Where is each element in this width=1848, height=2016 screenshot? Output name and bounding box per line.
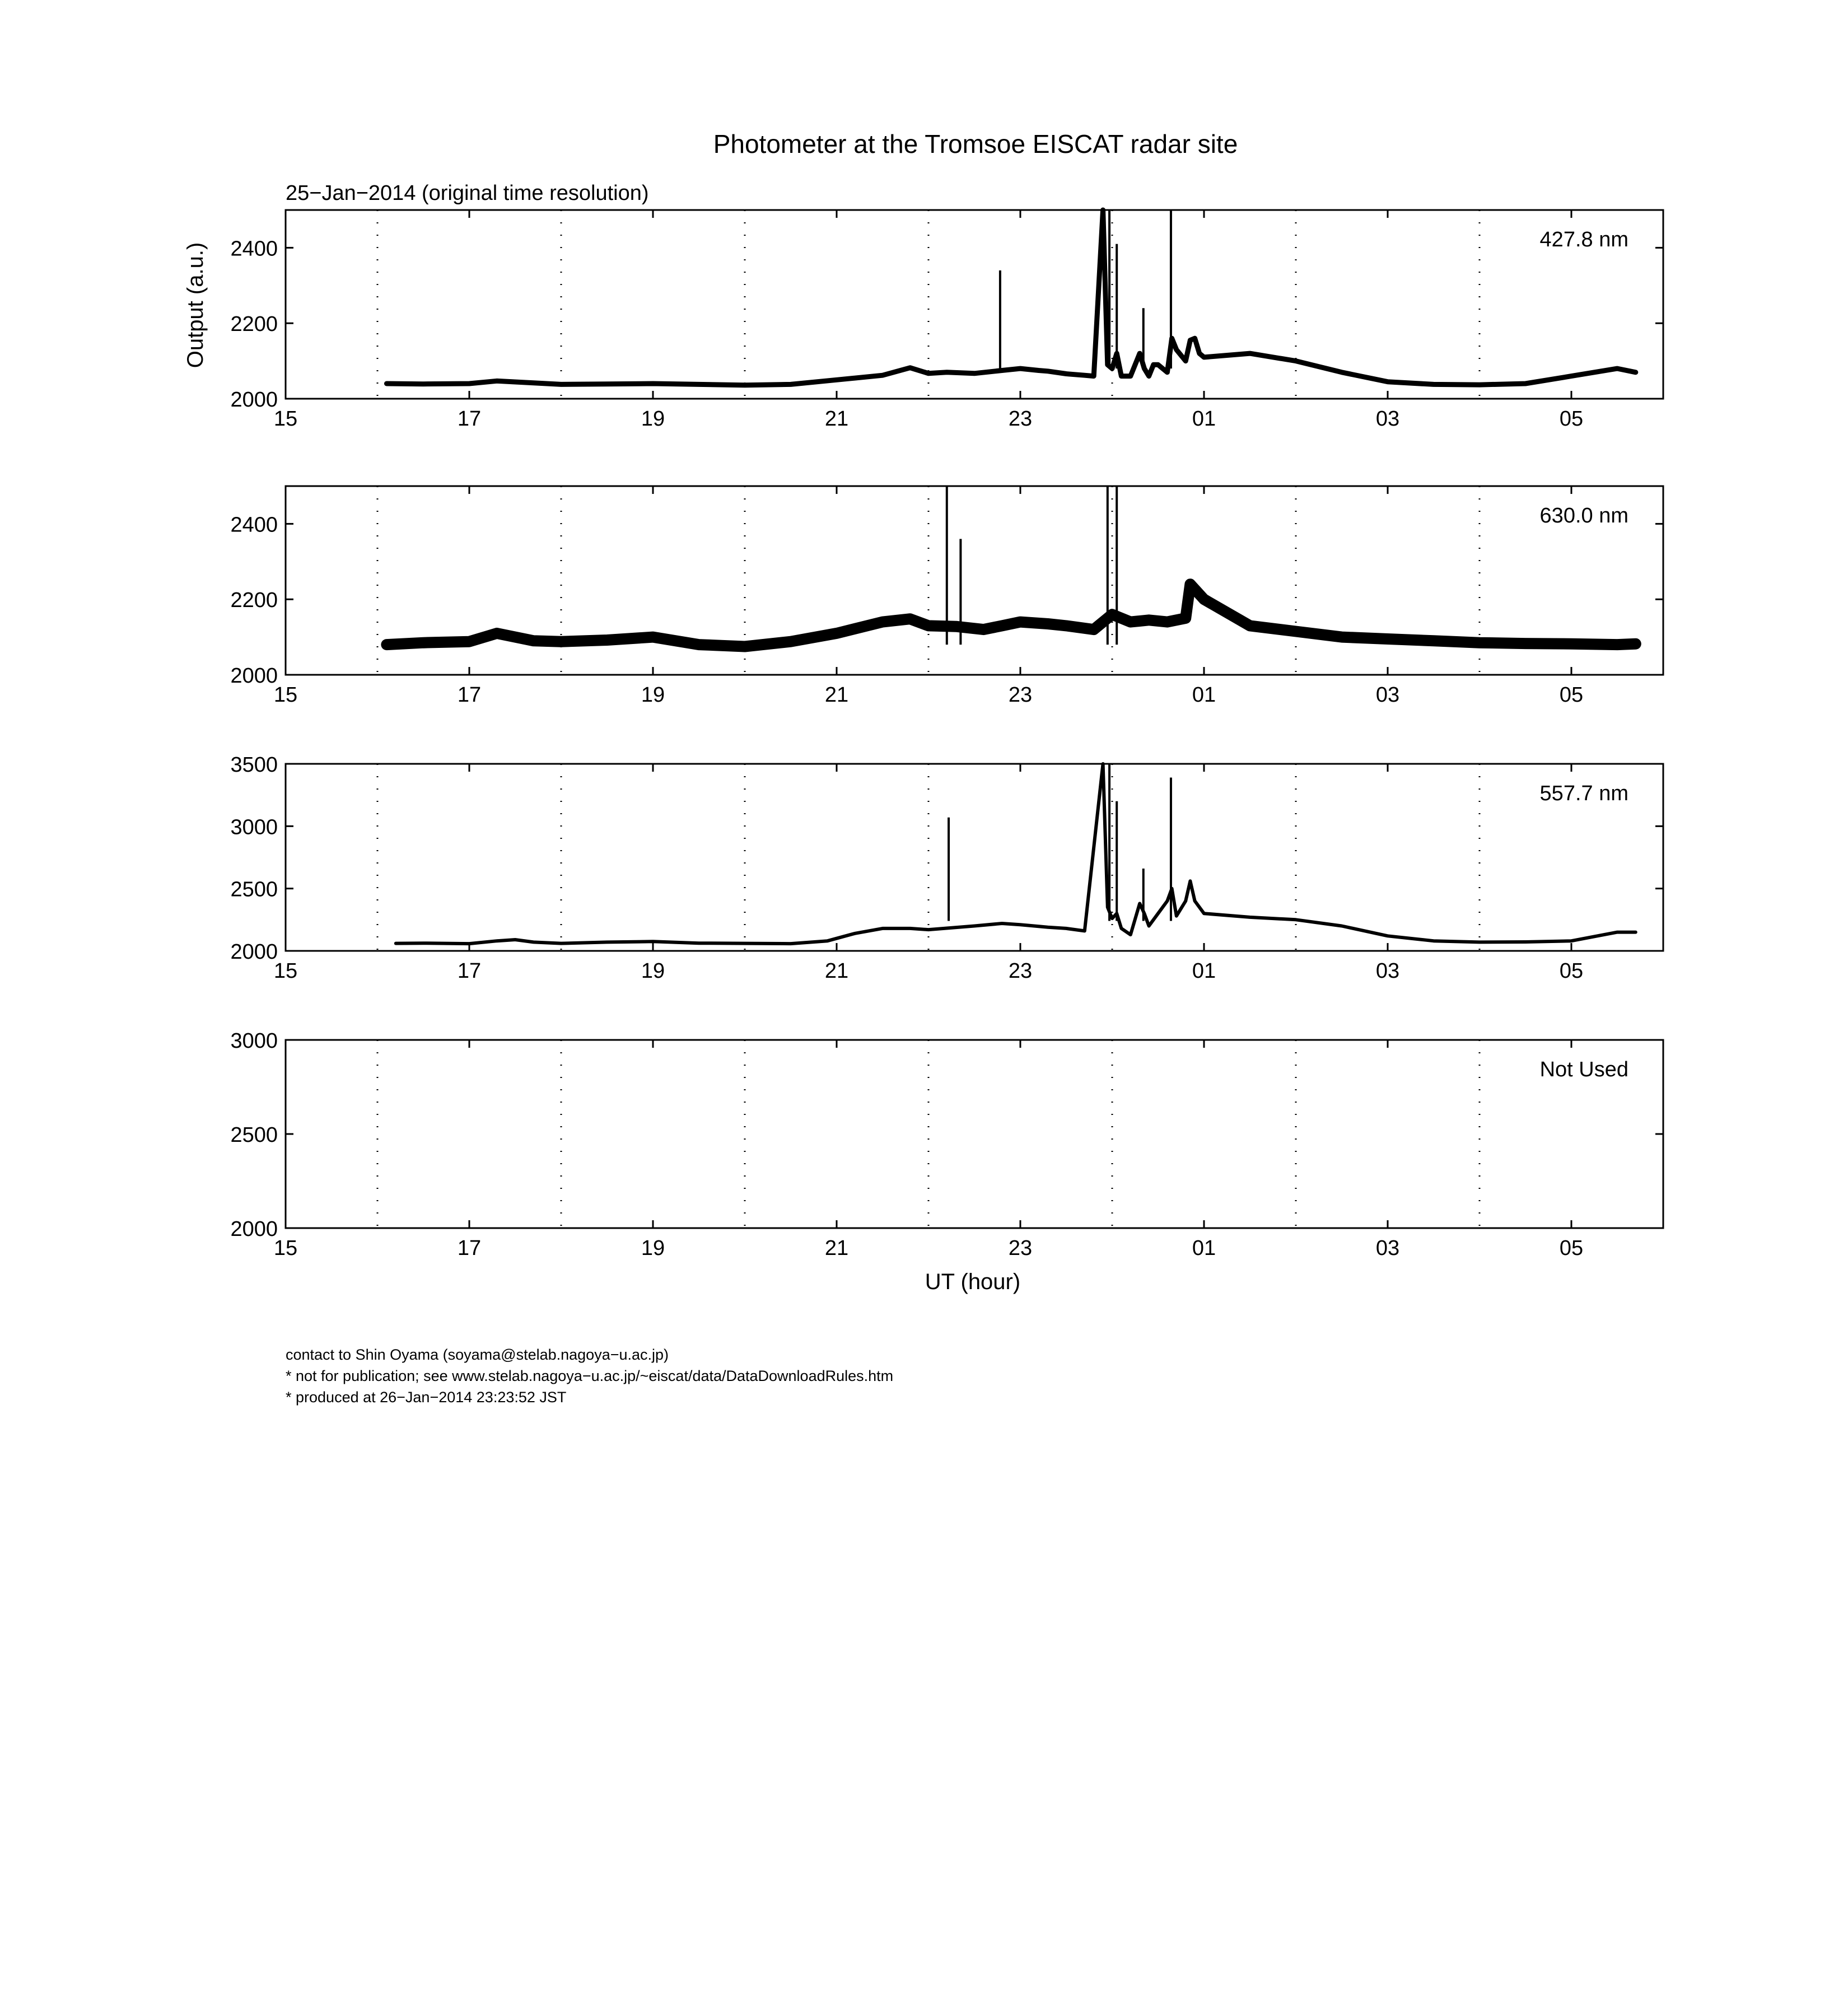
x-tick-label: 21 bbox=[824, 959, 849, 983]
panel-frame bbox=[286, 1040, 1663, 1228]
y-tick-label: 3500 bbox=[230, 753, 278, 777]
x-tick-label: 05 bbox=[1559, 959, 1584, 983]
x-tick-label: 17 bbox=[457, 1236, 482, 1260]
x-tick-label: 01 bbox=[1192, 407, 1216, 431]
panel-wavelength-label: 630.0 nm bbox=[1539, 504, 1628, 528]
x-tick-label: 23 bbox=[1008, 683, 1033, 707]
chart-title: Photometer at the Tromsoe EISCAT radar site bbox=[713, 129, 1238, 158]
panel-wavelength-label: Not Used bbox=[1539, 1058, 1628, 1081]
x-tick-label: 01 bbox=[1192, 1236, 1216, 1260]
panel-wavelength-label: 427.8 nm bbox=[1539, 228, 1628, 251]
y-axis-label: Output (a.u.) bbox=[183, 242, 208, 368]
y-tick-label: 2000 bbox=[230, 664, 278, 688]
x-axis-label: UT (hour) bbox=[925, 1270, 1021, 1294]
x-tick-label: 03 bbox=[1375, 407, 1400, 431]
footer-produced-at: * produced at 26−Jan−2014 23:23:52 JST bbox=[286, 1389, 567, 1406]
y-tick-label: 2200 bbox=[230, 312, 278, 337]
x-tick-label: 15 bbox=[273, 683, 298, 707]
y-tick-label: 2400 bbox=[230, 513, 278, 537]
x-tick-label: 01 bbox=[1192, 683, 1216, 707]
panel-frame bbox=[286, 764, 1663, 951]
chart-subtitle: 25−Jan−2014 (original time resolution) bbox=[286, 181, 649, 205]
x-tick-label: 15 bbox=[273, 959, 298, 983]
x-tick-label: 05 bbox=[1559, 1236, 1584, 1260]
y-tick-label: 2500 bbox=[230, 1123, 278, 1147]
y-tick-label: 2000 bbox=[230, 388, 278, 412]
x-tick-label: 17 bbox=[457, 683, 482, 707]
x-tick-label: 23 bbox=[1008, 407, 1033, 431]
footer-publication-note: * not for publication; see www.stelab.nagoya−u.ac.jp/~eiscat/data/DataDownloadRules.htm bbox=[286, 1368, 894, 1384]
x-tick-label: 17 bbox=[457, 959, 482, 983]
panel-3 bbox=[230, 753, 1663, 983]
y-tick-label: 2000 bbox=[230, 940, 278, 964]
panel-4 bbox=[230, 1029, 1663, 1260]
panel-2 bbox=[230, 486, 1663, 707]
x-tick-label: 15 bbox=[273, 407, 298, 431]
x-tick-label: 23 bbox=[1008, 1236, 1033, 1260]
y-tick-label: 3000 bbox=[230, 1029, 278, 1053]
x-tick-label: 03 bbox=[1375, 683, 1400, 707]
y-tick-label: 2200 bbox=[230, 589, 278, 613]
y-tick-label: 2000 bbox=[230, 1217, 278, 1241]
series-line bbox=[386, 584, 1635, 646]
x-tick-label: 21 bbox=[824, 683, 849, 707]
x-tick-label: 21 bbox=[824, 1236, 849, 1260]
y-tick-label: 2500 bbox=[230, 878, 278, 902]
x-tick-label: 19 bbox=[641, 959, 665, 983]
panel-1 bbox=[230, 210, 1663, 431]
panels-group bbox=[230, 210, 1663, 1260]
y-tick-label: 2400 bbox=[230, 237, 278, 261]
panel-wavelength-label: 557.7 nm bbox=[1539, 782, 1628, 805]
x-tick-label: 21 bbox=[824, 407, 849, 431]
series-line bbox=[396, 764, 1636, 944]
y-tick-label: 3000 bbox=[230, 815, 278, 839]
panel-frame bbox=[286, 210, 1663, 399]
x-tick-label: 19 bbox=[641, 683, 665, 707]
x-tick-label: 19 bbox=[641, 1236, 665, 1260]
x-tick-label: 15 bbox=[273, 1236, 298, 1260]
series-line bbox=[386, 210, 1635, 385]
x-tick-label: 05 bbox=[1559, 407, 1584, 431]
x-tick-label: 01 bbox=[1192, 959, 1216, 983]
x-tick-label: 03 bbox=[1375, 1236, 1400, 1260]
footer-contact: contact to Shin Oyama (soyama@stelab.nagoya−u.ac.jp) bbox=[286, 1346, 669, 1363]
x-tick-label: 19 bbox=[641, 407, 665, 431]
x-tick-label: 05 bbox=[1559, 683, 1584, 707]
x-tick-label: 23 bbox=[1008, 959, 1033, 983]
x-tick-label: 17 bbox=[457, 407, 482, 431]
x-tick-label: 03 bbox=[1375, 959, 1400, 983]
